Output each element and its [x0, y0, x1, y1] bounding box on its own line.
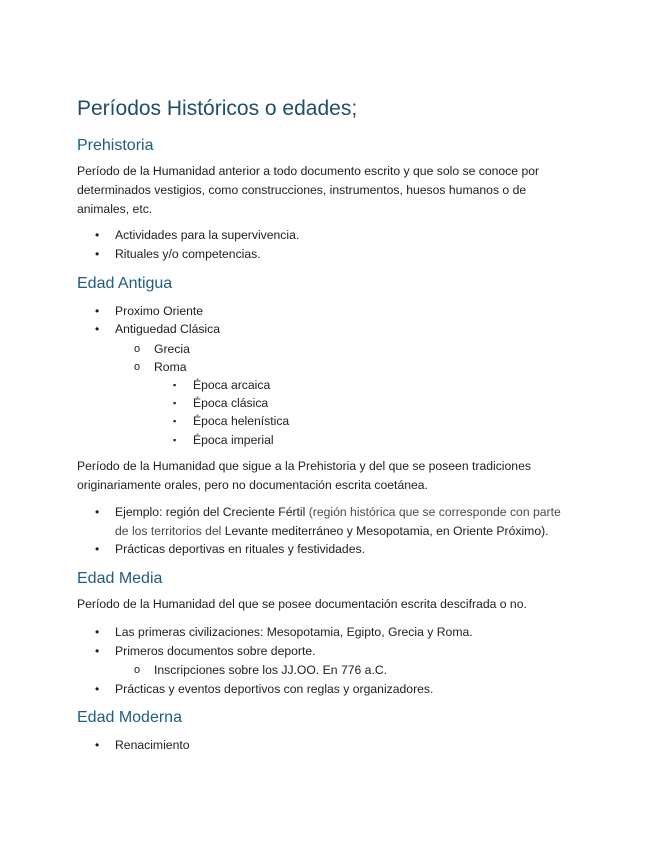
bullet-icon: • — [95, 738, 100, 752]
list-item: Prácticas y eventos deportivos con reglas y organizadores. — [115, 682, 434, 696]
heading-edad-moderna: Edad Moderna — [77, 709, 182, 726]
circle-bullet-icon: o — [134, 664, 141, 676]
list-item: Época imperial — [193, 433, 274, 447]
paragraph-edad-media: Período de la Humanidad del que se posee documentación escrita descifrada o no. — [77, 597, 527, 611]
example-end: Levante mediterráneo y Mesopotamia, en Oriente Próximo). — [224, 524, 549, 538]
bullet-icon: • — [95, 625, 100, 639]
square-bullet-icon: ▪ — [173, 380, 177, 390]
bullet-icon: • — [95, 542, 100, 556]
example-rest: (región histórica que se corresponde con parte de los territorios del — [115, 505, 561, 538]
heading-edad-antigua: Edad Antigua — [77, 275, 173, 292]
list-item: Prácticas deportivas en rituales y festividades. — [115, 542, 365, 556]
circle-bullet-icon: o — [134, 343, 141, 355]
list-item: Rituales y/o competencias. — [115, 247, 261, 261]
list-item: Época helenística — [193, 414, 290, 428]
heading-edad-media: Edad Media — [77, 570, 163, 587]
list-item: Época clásica — [193, 396, 269, 410]
heading-prehistoria: Prehistoria — [77, 137, 154, 154]
bullet-icon: • — [95, 505, 100, 519]
list-item: Las primeras civilizaciones: Mesopotamia, Egipto, Grecia y Roma. — [115, 625, 473, 639]
list-item: Actividades para la supervivencia. — [115, 228, 300, 242]
list-item: Antiguedad Clásica — [115, 322, 221, 336]
list-item: Época arcaica — [193, 378, 271, 392]
list-item-example — [115, 503, 575, 541]
square-bullet-icon: ▪ — [173, 435, 177, 445]
circle-bullet-icon: o — [134, 361, 141, 373]
bullet-icon: • — [95, 322, 100, 336]
bullet-icon: • — [95, 247, 100, 261]
bullet-icon: • — [95, 304, 100, 318]
square-bullet-icon: ▪ — [173, 416, 177, 426]
bullet-icon: • — [95, 228, 100, 242]
bullet-icon: • — [95, 644, 100, 658]
list-item: Renacimiento — [115, 738, 190, 752]
example-prefix: Ejemplo: región del Creciente Fértil — [115, 505, 309, 519]
list-item: Proximo Oriente — [115, 304, 204, 318]
page-title: Períodos Históricos o edades; — [77, 97, 358, 120]
list-item: Inscripciones sobre los JJ.OO. En 776 a.C. — [154, 663, 388, 677]
list-item: Primeros documentos sobre deporte. — [115, 644, 316, 658]
paragraph-edad-antigua: Período de la Humanidad que sigue a la Prehistoria y del que se poseen tradiciones originariamente orales, pero no documentación escrita coetánea. — [77, 459, 531, 492]
square-bullet-icon: ▪ — [173, 398, 177, 408]
list-item: Grecia — [154, 342, 190, 356]
bullet-icon: • — [95, 682, 100, 696]
list-item: Roma — [154, 360, 187, 374]
paragraph-prehistoria: Período de la Humanidad anterior a todo documento escrito y que solo se conoce por determinados vestigios, como construcciones, instrumentos, huesos humanos o de animales, etc. — [77, 164, 540, 216]
